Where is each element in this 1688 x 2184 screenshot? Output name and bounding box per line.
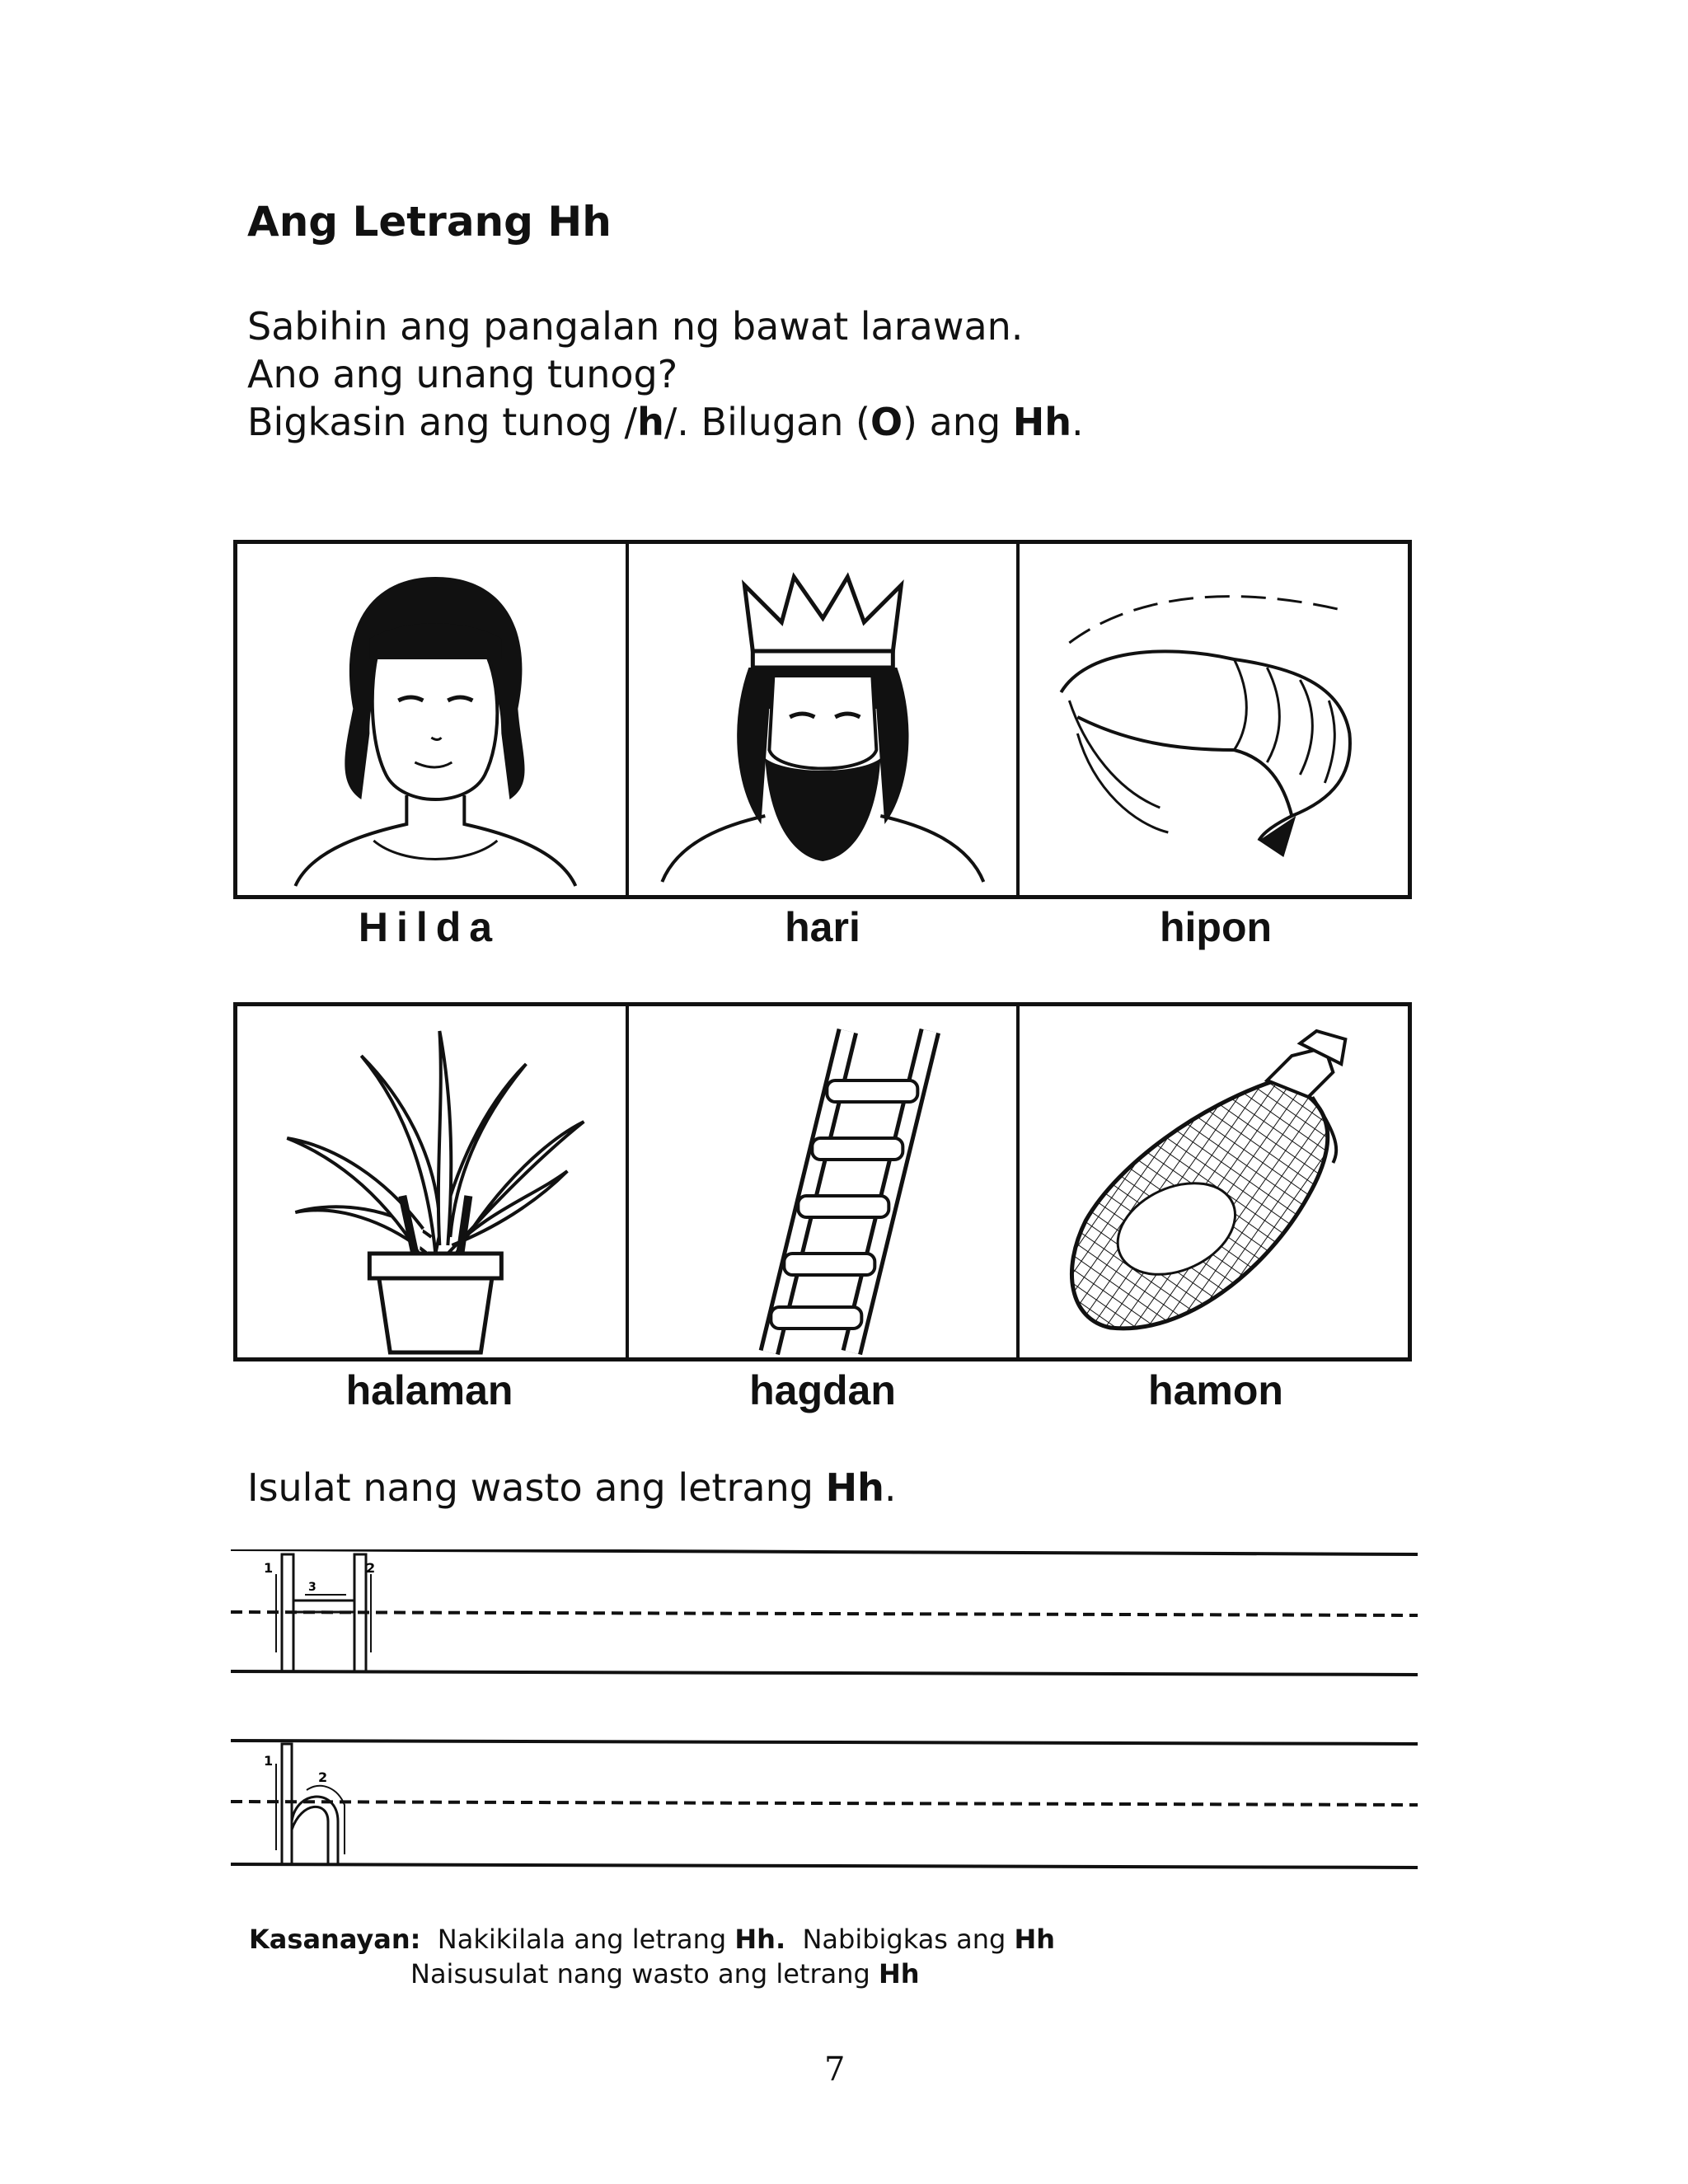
stroke-number: 2 [366, 1560, 376, 1576]
picture-label-hamon: hamon [1148, 1367, 1283, 1413]
picture-cell-halaman[interactable] [237, 1006, 629, 1357]
picture-row-2 [233, 1002, 1412, 1361]
picture-row-1 [233, 540, 1412, 899]
ladder-icon [629, 1006, 1017, 1357]
page-number: 7 [824, 2050, 846, 2088]
kasanayan-line-2: Naisusulat nang wasto ang letrang Hh [410, 1958, 920, 1990]
stroke-number: 2 [318, 1769, 328, 1785]
lowercase-h-guide [276, 1744, 345, 1864]
stroke-number: 1 [264, 1560, 274, 1576]
picture-cell-hilda[interactable] [237, 544, 629, 895]
picture-label-hilda: Hilda [358, 904, 501, 950]
handwriting-practice-area[interactable] [231, 1549, 1434, 1896]
kasanayan-line-1: Kasanayan: Nakikilala ang letrang Hh. Nabibigkas ang Hh [249, 1924, 1056, 1955]
ham-icon [1020, 1006, 1408, 1357]
picture-label-hipon: hipon [1159, 904, 1273, 950]
picture-cell-hari[interactable] [629, 544, 1020, 895]
picture-label-halaman: halaman [345, 1367, 513, 1413]
stroke-number: 3 [308, 1581, 316, 1594]
instruction-line-1: Sabihin ang pangalan ng bawat larawan. [247, 304, 1024, 349]
instruction-line-3: Bigkasin ang tunog /h/. Bilugan (O) ang Hh. [247, 400, 1084, 444]
picture-label-hagdan: hagdan [749, 1367, 896, 1413]
girl-portrait-icon [237, 544, 626, 895]
writing-instruction: Isulat nang wasto ang letrang Hh. [247, 1465, 897, 1510]
picture-label-hari: hari [785, 904, 860, 950]
king-portrait-icon [629, 544, 1017, 895]
picture-cell-hipon[interactable] [1020, 544, 1408, 895]
stroke-number: 1 [264, 1753, 274, 1769]
picture-cell-hagdan[interactable] [629, 1006, 1020, 1357]
shrimp-icon [1020, 544, 1408, 895]
picture-cell-hamon[interactable] [1020, 1006, 1408, 1357]
instruction-line-2: Ano ang unang tunog? [247, 352, 678, 396]
potted-plant-icon [237, 1006, 626, 1357]
page-title: Ang Letrang Hh [247, 198, 612, 246]
